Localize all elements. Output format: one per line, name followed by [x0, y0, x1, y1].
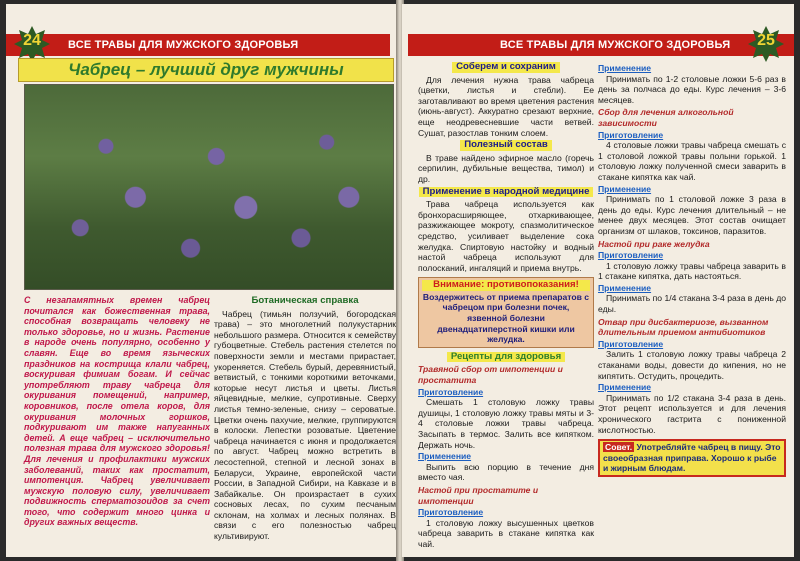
advice-text: Употребляйте чабрец в пищу. Это своеобразная приправа. Хорошо к рыбе и жирным блюдам.: [603, 442, 781, 474]
recipe-2-prep-label: Приготовление: [418, 507, 484, 518]
recipe-5-prep-label: Приготовление: [598, 338, 664, 349]
folk-medicine-title: Применение в народной медицине: [419, 187, 594, 198]
right-column-2: [598, 62, 786, 477]
recipe-2-title: Настой при простатите и импотенции: [418, 484, 539, 506]
recipe-1-prep-text: Смешать 1 столовую ложку травы душицы, 1 столовую ложку травы мяты и 3-4 столовые ложки травы чабреца. Засыпать в термос. Залить все кипятком. Держать ночь.: [418, 397, 594, 450]
right-page-number-leaf-icon: [746, 24, 786, 64]
right-column-1: [418, 62, 594, 550]
right-header-bar: [408, 34, 794, 56]
recipe-3-app-text: Принимать по 1 столовой ложке 3 раза в день до еды. Курс лечения длительный – не менее двух месяцев. Этот состав очищает организм от шлаков, токсинов, паразитов.: [598, 194, 786, 236]
left-header-text: ВСЕ ТРАВЫ ДЛЯ МУЖСКОГО ЗДОРОВЬЯ: [68, 39, 299, 51]
recipe-1-app-text: Выпить всю порцию в течение дня вместо чая.: [418, 461, 594, 483]
recipe-3-app-label: Применение: [598, 183, 652, 194]
recipe-4-app-text: Принимать по 1/4 стакана 3-4 раза в день до еды.: [598, 293, 786, 315]
recipe-2-app-label: Применение: [598, 63, 652, 73]
recipe-1-app-label: Применение: [418, 451, 472, 462]
advice-label: Совет.: [605, 442, 633, 453]
composition-title: Полезный состав: [460, 140, 551, 151]
recipes-title: Рецепты для здоровья: [447, 352, 565, 363]
recipe-2-app-text: Принимать по 1-2 столовые ложки 5-6 раз в день за полчаса до еды. Курс лечения – 3-6 месяцев.: [598, 73, 786, 105]
collect-title: Соберем и сохраним: [452, 62, 560, 73]
left-page-number: 24: [23, 32, 41, 49]
contraindications-text: Воздержитесь от приема препаратов с чабрецом при болезни почек, язвенной болезни двенадцатиперстной кишки или желудка.: [422, 291, 590, 345]
right-page-number: 25: [757, 32, 775, 49]
recipe-5-app-label: Применение: [598, 382, 652, 393]
recipe-1-prep-label: Приготовление: [418, 386, 484, 397]
recipe-1-title: Травяной сбор от импотенции и простатита: [418, 364, 563, 386]
recipe-4-app-label: Применение: [598, 282, 652, 293]
contraindications-box: [418, 277, 594, 348]
article-title-box: [18, 58, 394, 82]
collect-text: Для лечения нужна трава чабреца (цветки, листья и стебли). Ее заготавливают во время цветения растения (июнь-август). Аккуратно срезают верхние, еще неодревесневшие части ветвей. Сушат, разостлав тонким слоем.: [418, 74, 594, 138]
left-page: [6, 4, 398, 557]
recipe-3-prep-label: Приготовление: [598, 129, 664, 140]
composition-text: В траве найдено эфирное масло (горечь серпилин, дубильные вещества, тимол) и др.: [418, 152, 594, 184]
recipe-2-prep-text: 1 столовую ложку высушенных цветков чабреца заварить в стакане кипятка как чай.: [418, 517, 594, 549]
article-title: Чабрец – лучший друг мужчины: [68, 60, 344, 79]
botanical-title: Ботаническая справка: [251, 295, 359, 306]
botanical-text: Чабрец (тимьян ползучий, богородская трава) – это многолетний полукустарник небольшого размера. Относится к семейству губоцветные. Стебель растения стелется по поверхности земли и местами прирастает, укореняется. Стебель бурый, деревянистый, ветвистый, с тонкими короткими веточками, которые несут листья и цветы. Листья яйцевидные, мелкие, супротивные. Сверху листья темно-зеленые, снизу – сероватые. Цветки очень пахучие, мелкие, группируются в колоски. Лепестки розоватые. Цветение чабреца начинается с июня и продолжается по август. Чабрец можно встретить в лесостепной, степной и лесной зонах в Беларуси, Украине, европейской части России, в Западной Сибири, на Кавказе и в Забайкалье. Он произрастает в сухих сосновых лесах, по сухим песчаным склонам, на холмах и лесных полянах. В связи с его полезностью чабрец культивируют.: [214, 308, 396, 542]
recipe-3-prep-text: 4 столовые ложки травы чабреца смешать с 1 столовой ложкой травы полыни горькой. 1 столовую ложку полученной смеси заварить в стакане кипятка как чай.: [598, 140, 786, 182]
right-page: [402, 4, 794, 557]
advice-box: [598, 439, 786, 477]
recipe-4-title: Настой при раке желудка: [598, 238, 710, 249]
recipe-4-prep-text: 1 столовую ложку травы чабреца заварить в 1 стакане кипятка, дать настояться.: [598, 260, 786, 282]
recipe-5-prep-text: Залить 1 столовую ложку травы чабреца 2 стаканами воды, довести до кипения, но не кипятить. Остудить, процедить.: [598, 349, 786, 381]
contraindications-title: Внимание: противопоказания!: [422, 280, 590, 291]
right-header-text: ВСЕ ТРАВЫ ДЛЯ МУЖСКОГО ЗДОРОВЬЯ: [500, 39, 731, 51]
recipe-3-title: Сбор для лечения алкогольной зависимости: [598, 107, 734, 128]
intro-paragraph: [24, 295, 210, 528]
intro-text: С незапамятных времен чабрец почитался как божественная трава, способная возвращать человеку не только здоровье, но и жизнь. Растение в народе очень популярно, особенно у славян. Еще во время языческих праздников на кострища клали чабрец, воскуривая фимиам богам. И сейчас употребляют траву чабреца для окуривания помещений, например, коровников, после отела коров, для окуривания молочных горшков, подкуривают им также напуганных детей. А еще чабрец – исключительно полезная трава для мужского здоровья! Для лечения и профилактики мужских заболеваний, таких как простатит, импотенция. Чабрец увеличивает мужскую половую силу, увеличивает подвижность сперматозоидов за счет того, что содержит много цинка и других важных веществ.: [24, 295, 210, 528]
recipe-5-app-text: Принимать по 1/2 стакана 3-4 раза в день. Этот рецепт используется и для лечения хронического гастрита с пониженной кислотностью.: [598, 392, 786, 435]
recipe-5-title: Отвар при дисбактериозе, вызванном длительным приемом антибиотиков: [598, 316, 769, 338]
botanical-section: [214, 296, 396, 542]
folk-medicine-text: Трава чабреца используется как бронхорасширяющее, отхаркивающее, разжижающее мокроту, спазмолитическое средство, усиливает выделение сока желудка. Спиртовую настойку и водный настой чабреца используют для полосканий, ингаляций и приема внутрь.: [418, 199, 594, 273]
thyme-plant-photo: [24, 84, 394, 290]
recipe-4-prep-label: Приготовление: [598, 250, 664, 261]
left-header-bar: [6, 34, 390, 56]
